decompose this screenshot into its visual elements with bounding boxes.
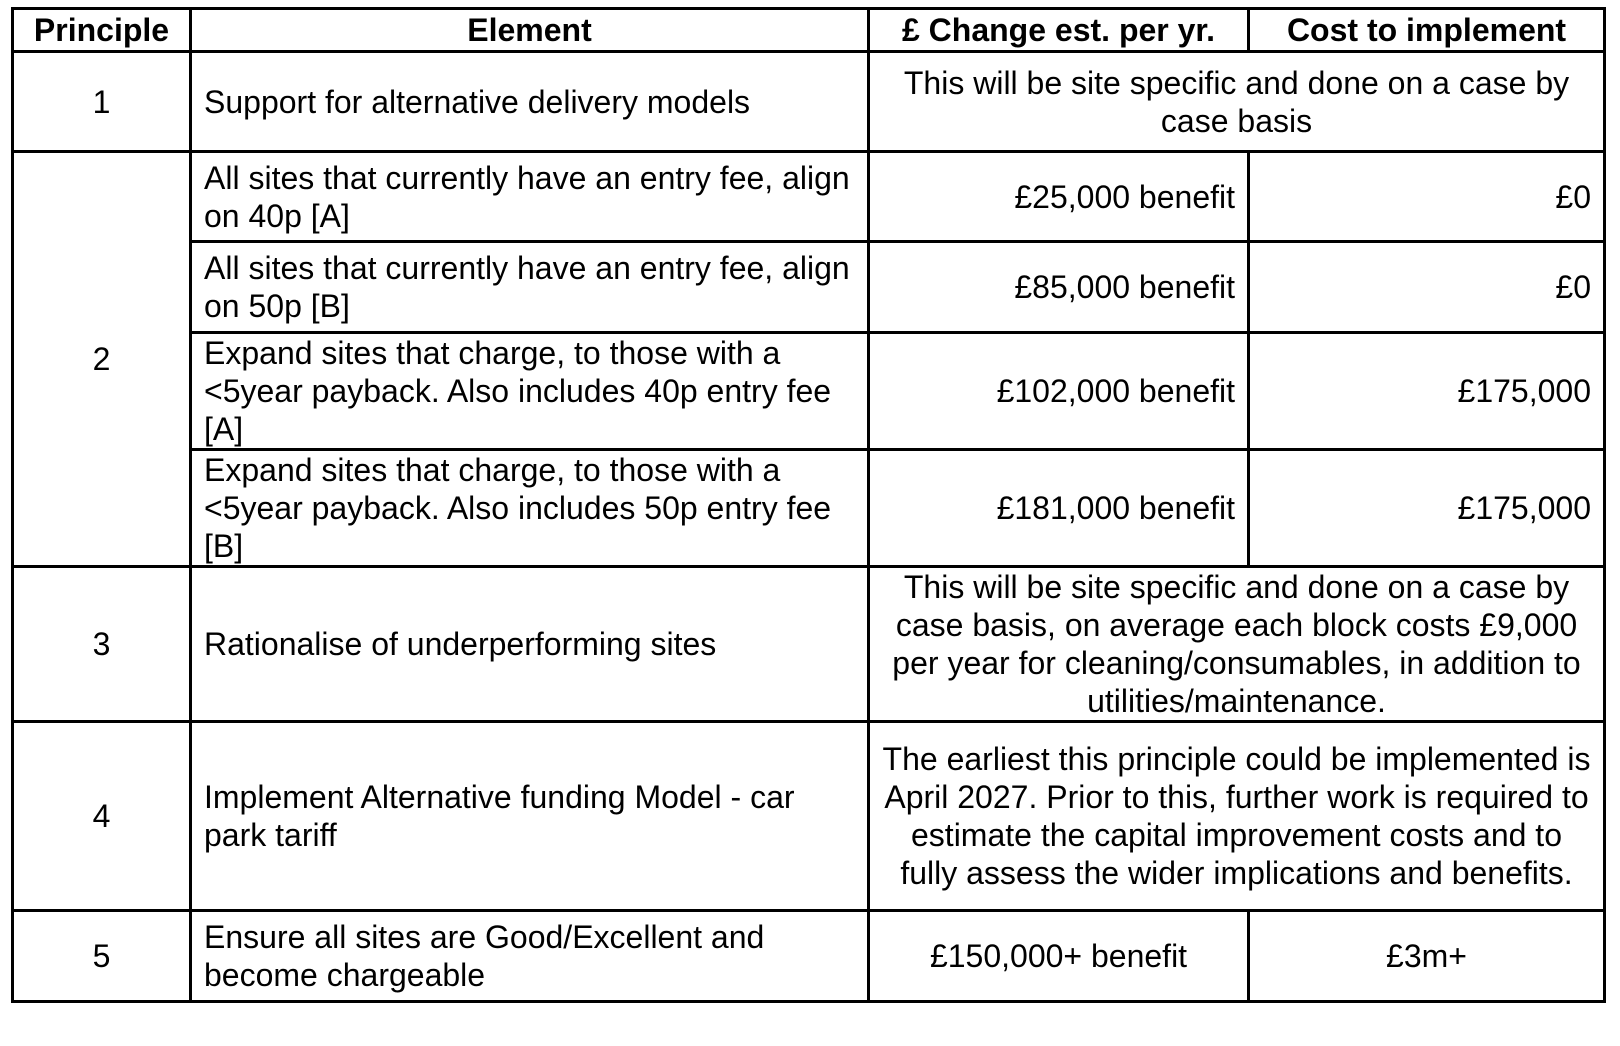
- element-text: All sites that currently have an entry fee, align on 50p [B]: [191, 242, 869, 333]
- table-row: [13, 52, 1605, 152]
- principle-number: 1: [13, 52, 191, 152]
- change-value: £25,000 benefit: [869, 152, 1249, 242]
- principle-number: 5: [13, 911, 191, 1002]
- header-change: £ Change est. per yr.: [869, 9, 1249, 52]
- table-row: [13, 911, 1605, 1002]
- merged-note: This will be site specific and done on a case by case basis, on average each block costs £9,000 per year for cleaning/consumables, in addition to utilities/maintenance.: [869, 567, 1605, 722]
- principles-table: [11, 7, 1606, 1003]
- table-row: [13, 152, 1605, 242]
- cost-value: £3m+: [1249, 911, 1605, 1002]
- merged-note: The earliest this principle could be implemented is April 2027. Prior to this, further work is required to estimate the capital improvement costs and to fully assess the wider implications and benefits.: [869, 722, 1605, 911]
- cost-value: £175,000: [1249, 450, 1605, 567]
- change-value: £85,000 benefit: [869, 242, 1249, 333]
- table-row: [13, 722, 1605, 911]
- header-cost: Cost to implement: [1249, 9, 1605, 52]
- cost-value: £0: [1249, 242, 1605, 333]
- principle-number: 3: [13, 567, 191, 722]
- element-text: Rationalise of underperforming sites: [191, 567, 869, 722]
- table-row: [13, 450, 1605, 567]
- element-text: Expand sites that charge, to those with a <5year payback. Also includes 50p entry fee [B]: [191, 450, 869, 567]
- principle-number: 2: [13, 152, 191, 567]
- change-value: £102,000 benefit: [869, 333, 1249, 450]
- header-row: [13, 9, 1605, 52]
- element-text: Expand sites that charge, to those with a <5year payback. Also includes 40p entry fee [A]: [191, 333, 869, 450]
- table-row: [13, 242, 1605, 333]
- change-value: £150,000+ benefit: [869, 911, 1249, 1002]
- header-principle: Principle: [13, 9, 191, 52]
- element-text: Support for alternative delivery models: [191, 52, 869, 152]
- element-text: All sites that currently have an entry fee, align on 40p [A]: [191, 152, 869, 242]
- cost-value: £0: [1249, 152, 1605, 242]
- change-value: £181,000 benefit: [869, 450, 1249, 567]
- element-text: Ensure all sites are Good/Excellent and become chargeable: [191, 911, 869, 1002]
- table-row: [13, 567, 1605, 722]
- merged-note: This will be site specific and done on a case by case basis: [869, 52, 1605, 152]
- cost-value: £175,000: [1249, 333, 1605, 450]
- principle-number: 4: [13, 722, 191, 911]
- element-text: Implement Alternative funding Model - car park tariff: [191, 722, 869, 911]
- header-element: Element: [191, 9, 869, 52]
- table-row: [13, 333, 1605, 450]
